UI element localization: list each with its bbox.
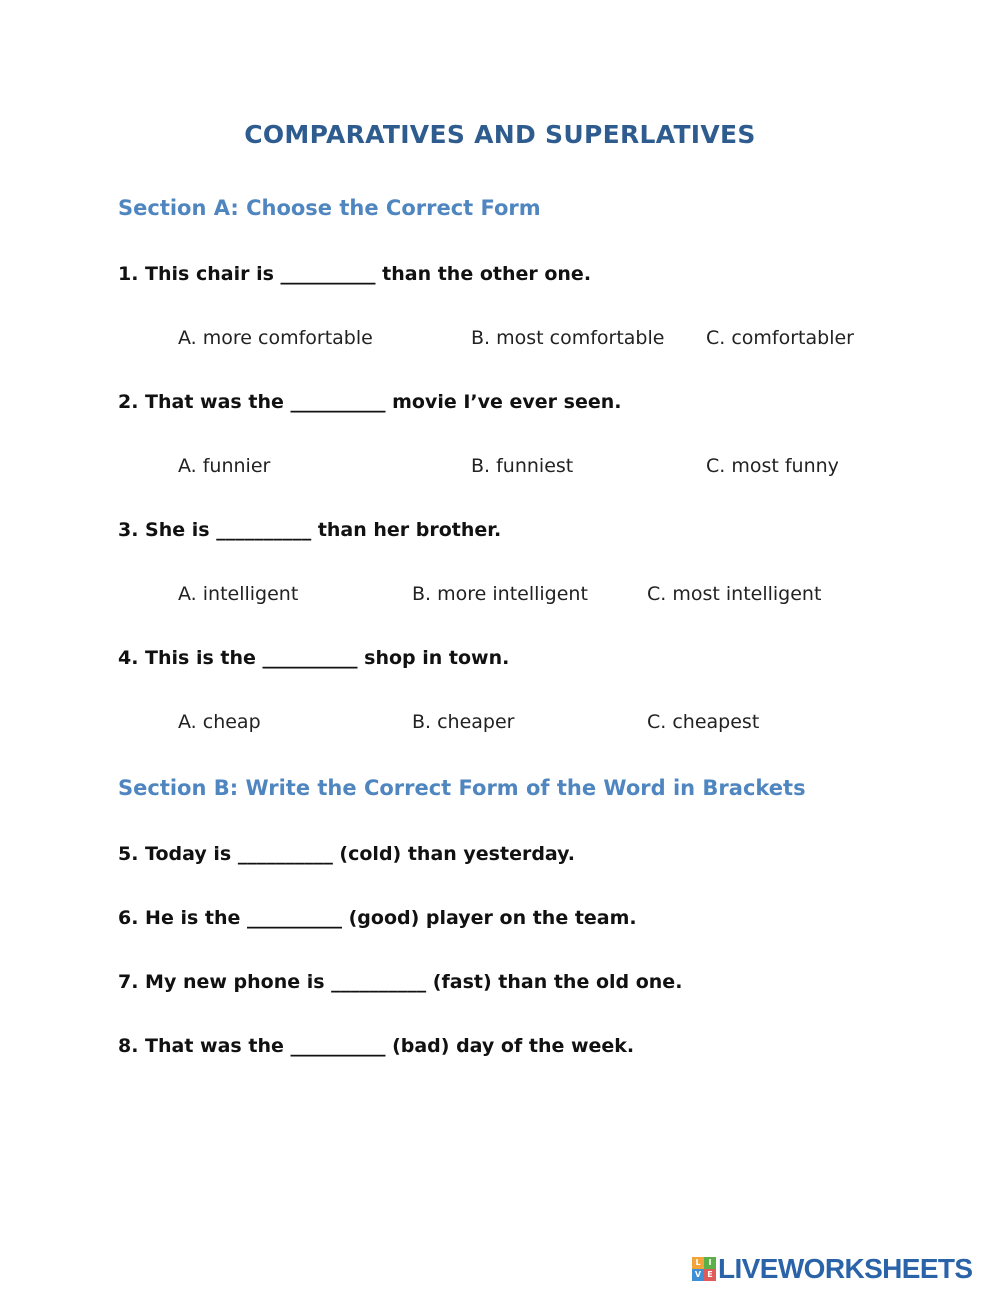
q2-option-a[interactable]: A. funnier [178, 455, 271, 477]
logo-mark-letter: L [692, 1257, 704, 1269]
liveworksheets-logo-icon [692, 1257, 716, 1281]
q4-option-b[interactable]: B. cheaper [412, 711, 515, 733]
worksheet-title: COMPARATIVES AND SUPERLATIVES [244, 120, 756, 149]
question-1: 1. This chair is __________ than the other one. [118, 263, 592, 285]
liveworksheets-logo[interactable] [692, 1254, 973, 1284]
q1-option-c[interactable]: C. comfortabler [706, 327, 854, 349]
q4-option-a[interactable]: A. cheap [178, 711, 261, 733]
q2-option-c[interactable]: C. most funny [706, 455, 839, 477]
q3-option-c[interactable]: C. most intelligent [647, 583, 822, 605]
logo-mark-letter: E [704, 1269, 716, 1281]
logo-mark-letter: V [692, 1269, 704, 1281]
question-7: 7. My new phone is __________ (fast) than the old one. [118, 971, 683, 993]
q3-option-a[interactable]: A. intelligent [178, 583, 299, 605]
question-8: 8. That was the __________ (bad) day of the week. [118, 1035, 635, 1057]
question-5: 5. Today is __________ (cold) than yesterday. [118, 843, 576, 865]
section-b-heading: Section B: Write the Correct Form of the Word in Brackets [118, 776, 806, 800]
question-3: 3. She is __________ than her brother. [118, 519, 502, 541]
q2-option-b[interactable]: B. funniest [471, 455, 574, 477]
q4-option-c[interactable]: C. cheapest [647, 711, 760, 733]
question-4: 4. This is the __________ shop in town. [118, 647, 510, 669]
q1-option-b[interactable]: B. most comfortable [471, 327, 665, 349]
question-2: 2. That was the __________ movie I’ve ever seen. [118, 391, 622, 413]
liveworksheets-logo-text: LIVEWORKSHEETS [718, 1253, 973, 1284]
section-a-heading: Section A: Choose the Correct Form [118, 196, 541, 220]
question-6: 6. He is the __________ (good) player on the team. [118, 907, 637, 929]
q1-option-a[interactable]: A. more comfortable [178, 327, 373, 349]
q3-option-b[interactable]: B. more intelligent [412, 583, 588, 605]
logo-mark-letter: I [704, 1257, 716, 1269]
